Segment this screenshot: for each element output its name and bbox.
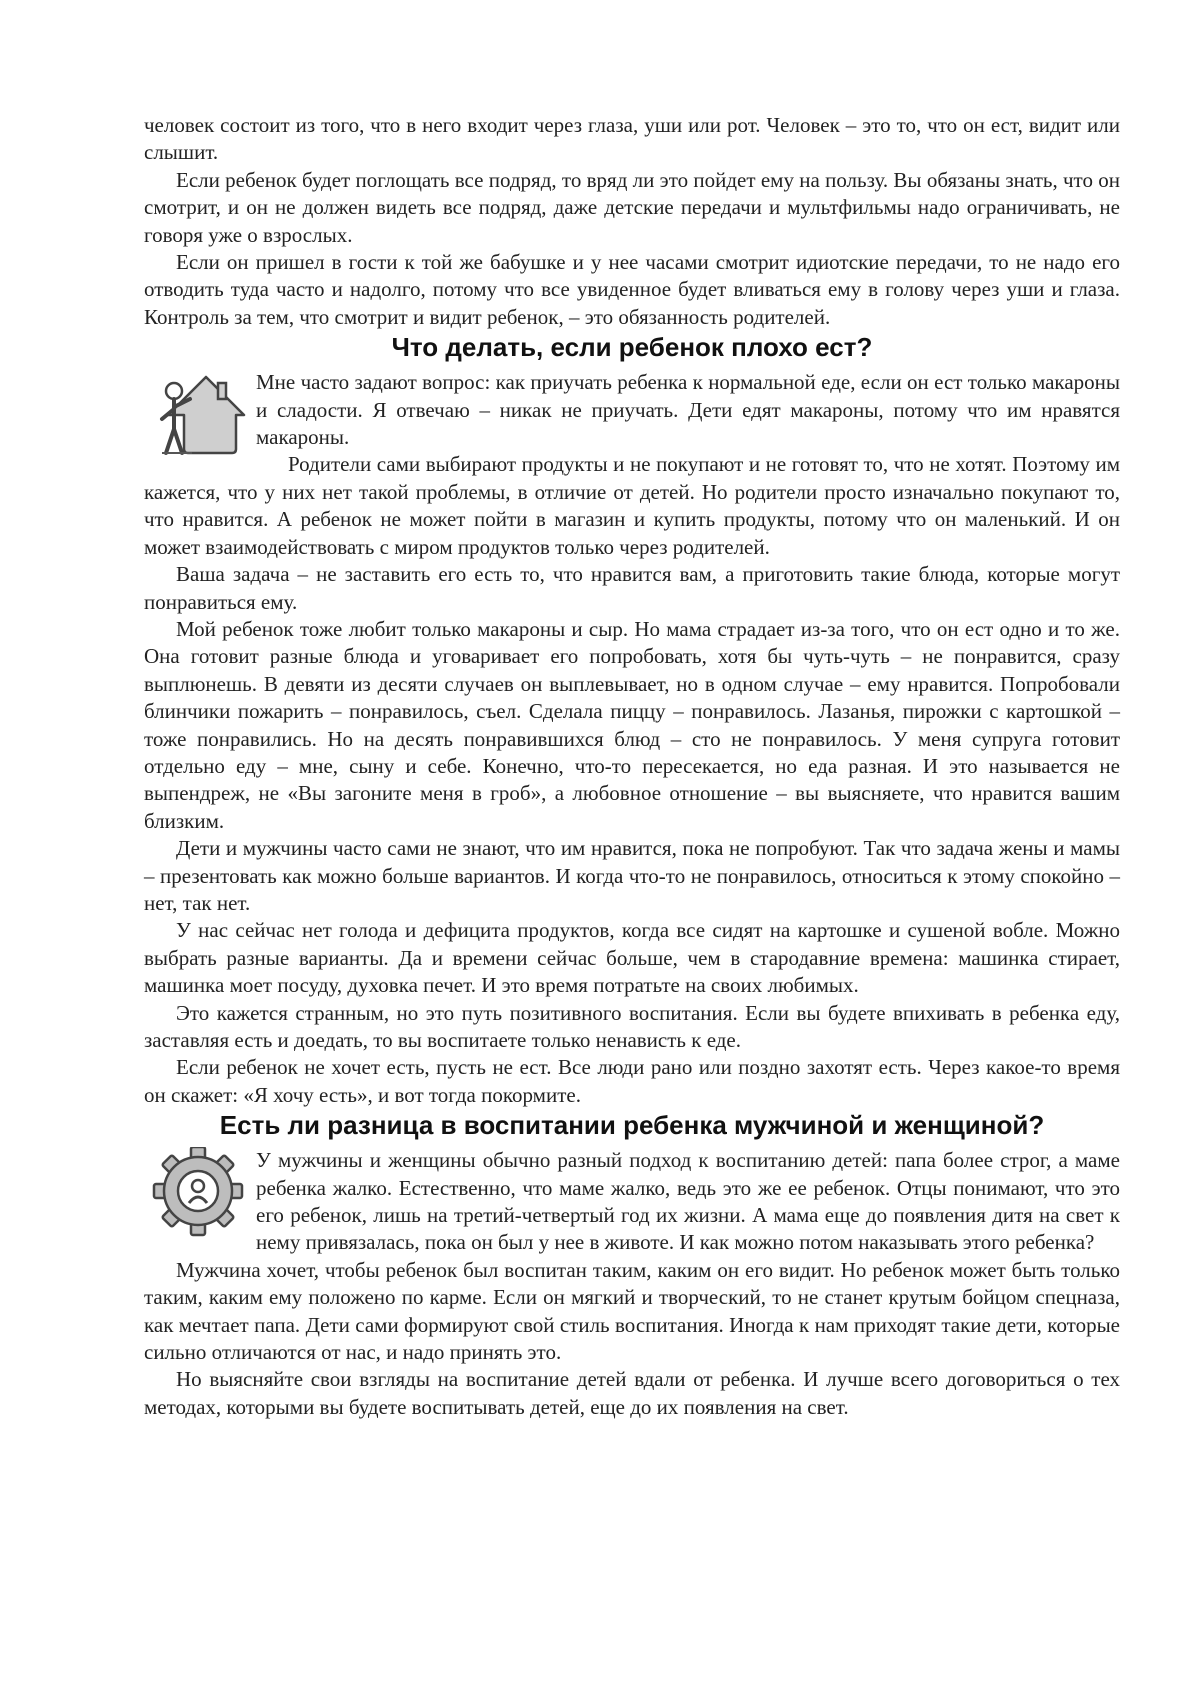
paragraph: Мужчина хочет, чтобы ребенок был воспитан таким, каким он его видит. Но ребенок может быть только таким, каким ему положено по карме. Если он мягкий и творческий, то не станет крутым бойцом спецназа, как мечтает папа. Дети сами формируют свой стиль воспитания. Иногда к нам приходят такие дети, которые сильно отличаются от нас, и надо принять это. <box>144 1257 1120 1365</box>
paragraph: Родители сами выбирают продукты и не покупают и не готовят то, что не хотят. Поэтому им кажется, что у них нет такой проблемы, в отличие от детей. Но родители просто изначально покупают то, что нравится. А ребенок не может пойти в магазин и купить продукты, потому что он маленький. И он может взаимодействовать с миром продуктов только через родителей. <box>144 452 1120 559</box>
paragraph: Если он пришел в гости к той же бабушке и у нее часами смотрит идиотские передачи, то не надо его отводить туда часто и надолго, потому что все увиденное будет вливаться ему в голову через уши и глаза. Контроль за тем, что смотрит и видит ребенок, – это обязанность родителей. <box>144 250 1120 329</box>
page-content <box>144 112 1120 1421</box>
paragraph: Мой ребенок тоже любит только макароны и сыр. Но мама страдает из-за того, что он ест одно и то же. Она готовит разные блюда и уговаривает его попробовать, хотя бы чуть-чуть – не понравится, сразу выплюнешь. В девяти из десяти случаев он выплевывает, но в одном случае – ему нравится. Попробовали блинчики пожарить – понравилось, съел. Сделала пиццу – понравилось. Лазанья, пирожки с картошкой – тоже понравились. Но на десять понравившихся блюд – сто не понравилось. У меня супруга готовит отдельно еду – мне, сыну и себе. Конечно, что-то пересекается, но еда разная. И это называется не выпендреж, не «Вы загоните меня в гроб», а любовное отношение – вы выясняете, что нравится вашим близким. <box>144 616 1120 833</box>
paragraph: Это кажется странным, но это путь позитивного воспитания. Если вы будете впихивать в ребенка еду, заставляя есть и доедать, то вы воспитаете только ненависть к еде. <box>144 1000 1120 1052</box>
section-heading: Есть ли разница в воспитании ребенка мужчиной и женщиной? <box>219 1110 1045 1141</box>
section-heading: Что делать, если ребенок плохо ест? <box>391 332 873 363</box>
paragraph: Но выясняйте свои взгляды на воспитание детей вдали от ребенка. И лучше всего договориться о тех методах, которыми вы будете воспитывать детей, еще до их появления на свет. <box>144 1367 1120 1419</box>
paragraph: Если ребенок не хочет есть, пусть не ест. Все люди рано или поздно захотят есть. Через какое-то время он скажет: «Я хочу есть», и вот тогда покормите. <box>144 1055 1120 1107</box>
paragraph: Мне часто задают вопрос: как приучать ребенка к нормальной еде, если он ест только макароны и сладости. Я отвечаю – никак не приучать. Дети едят макароны, потому что им нравятся макароны. <box>256 370 1120 450</box>
paragraph: У нас сейчас нет голода и дефицита продуктов, когда все сидят на картошке и сушеной вобле. Можно выбрать разные варианты. Да и времени сейчас больше, чем в стародавние времена: машинка стирает, машинка моет посуду, духовка печет. И это время потратьте на своих любимых. <box>144 918 1120 998</box>
house-person-icon <box>144 369 252 459</box>
paragraph: человек состоит из того, что в него входит через глаза, уши или рот. Человек – это то, что он ест, видит или слышит. <box>144 113 1120 165</box>
gear-person-icon <box>144 1147 252 1237</box>
paragraph: Ваша задача – не заставить его есть то, что нравится вам, а приготовить такие блюда, которые могут понравиться ему. <box>144 562 1120 614</box>
paragraph: У мужчины и женщины обычно разный подход к воспитанию детей: папа более строг, а маме ребенка жалко. Естественно, что маме жалко, ведь это же ее ребенок. Отцы понимают, что это его ребенок, лишь на третий-четвертый год их жизни. А мама еще до появления дитя на свет к нему привязалась, пока он был у нее в животе. И как можно потом наказывать этого ребенка? <box>256 1148 1120 1255</box>
paragraph: Если ребенок будет поглощать все подряд, то вряд ли это пойдет ему на пользу. Вы обязаны знать, что он смотрит, и он не должен видеть все подряд, даже детские передачи и мультфильмы надо ограничивать, не говоря уже о взрослых. <box>144 167 1120 247</box>
paragraph: Дети и мужчины часто сами не знают, что им нравится, пока не попробуют. Так что задача жены и мамы – презентовать как можно больше вариантов. И когда что-то не понравилось, относиться к этому спокойно – нет, так нет. <box>144 836 1120 915</box>
